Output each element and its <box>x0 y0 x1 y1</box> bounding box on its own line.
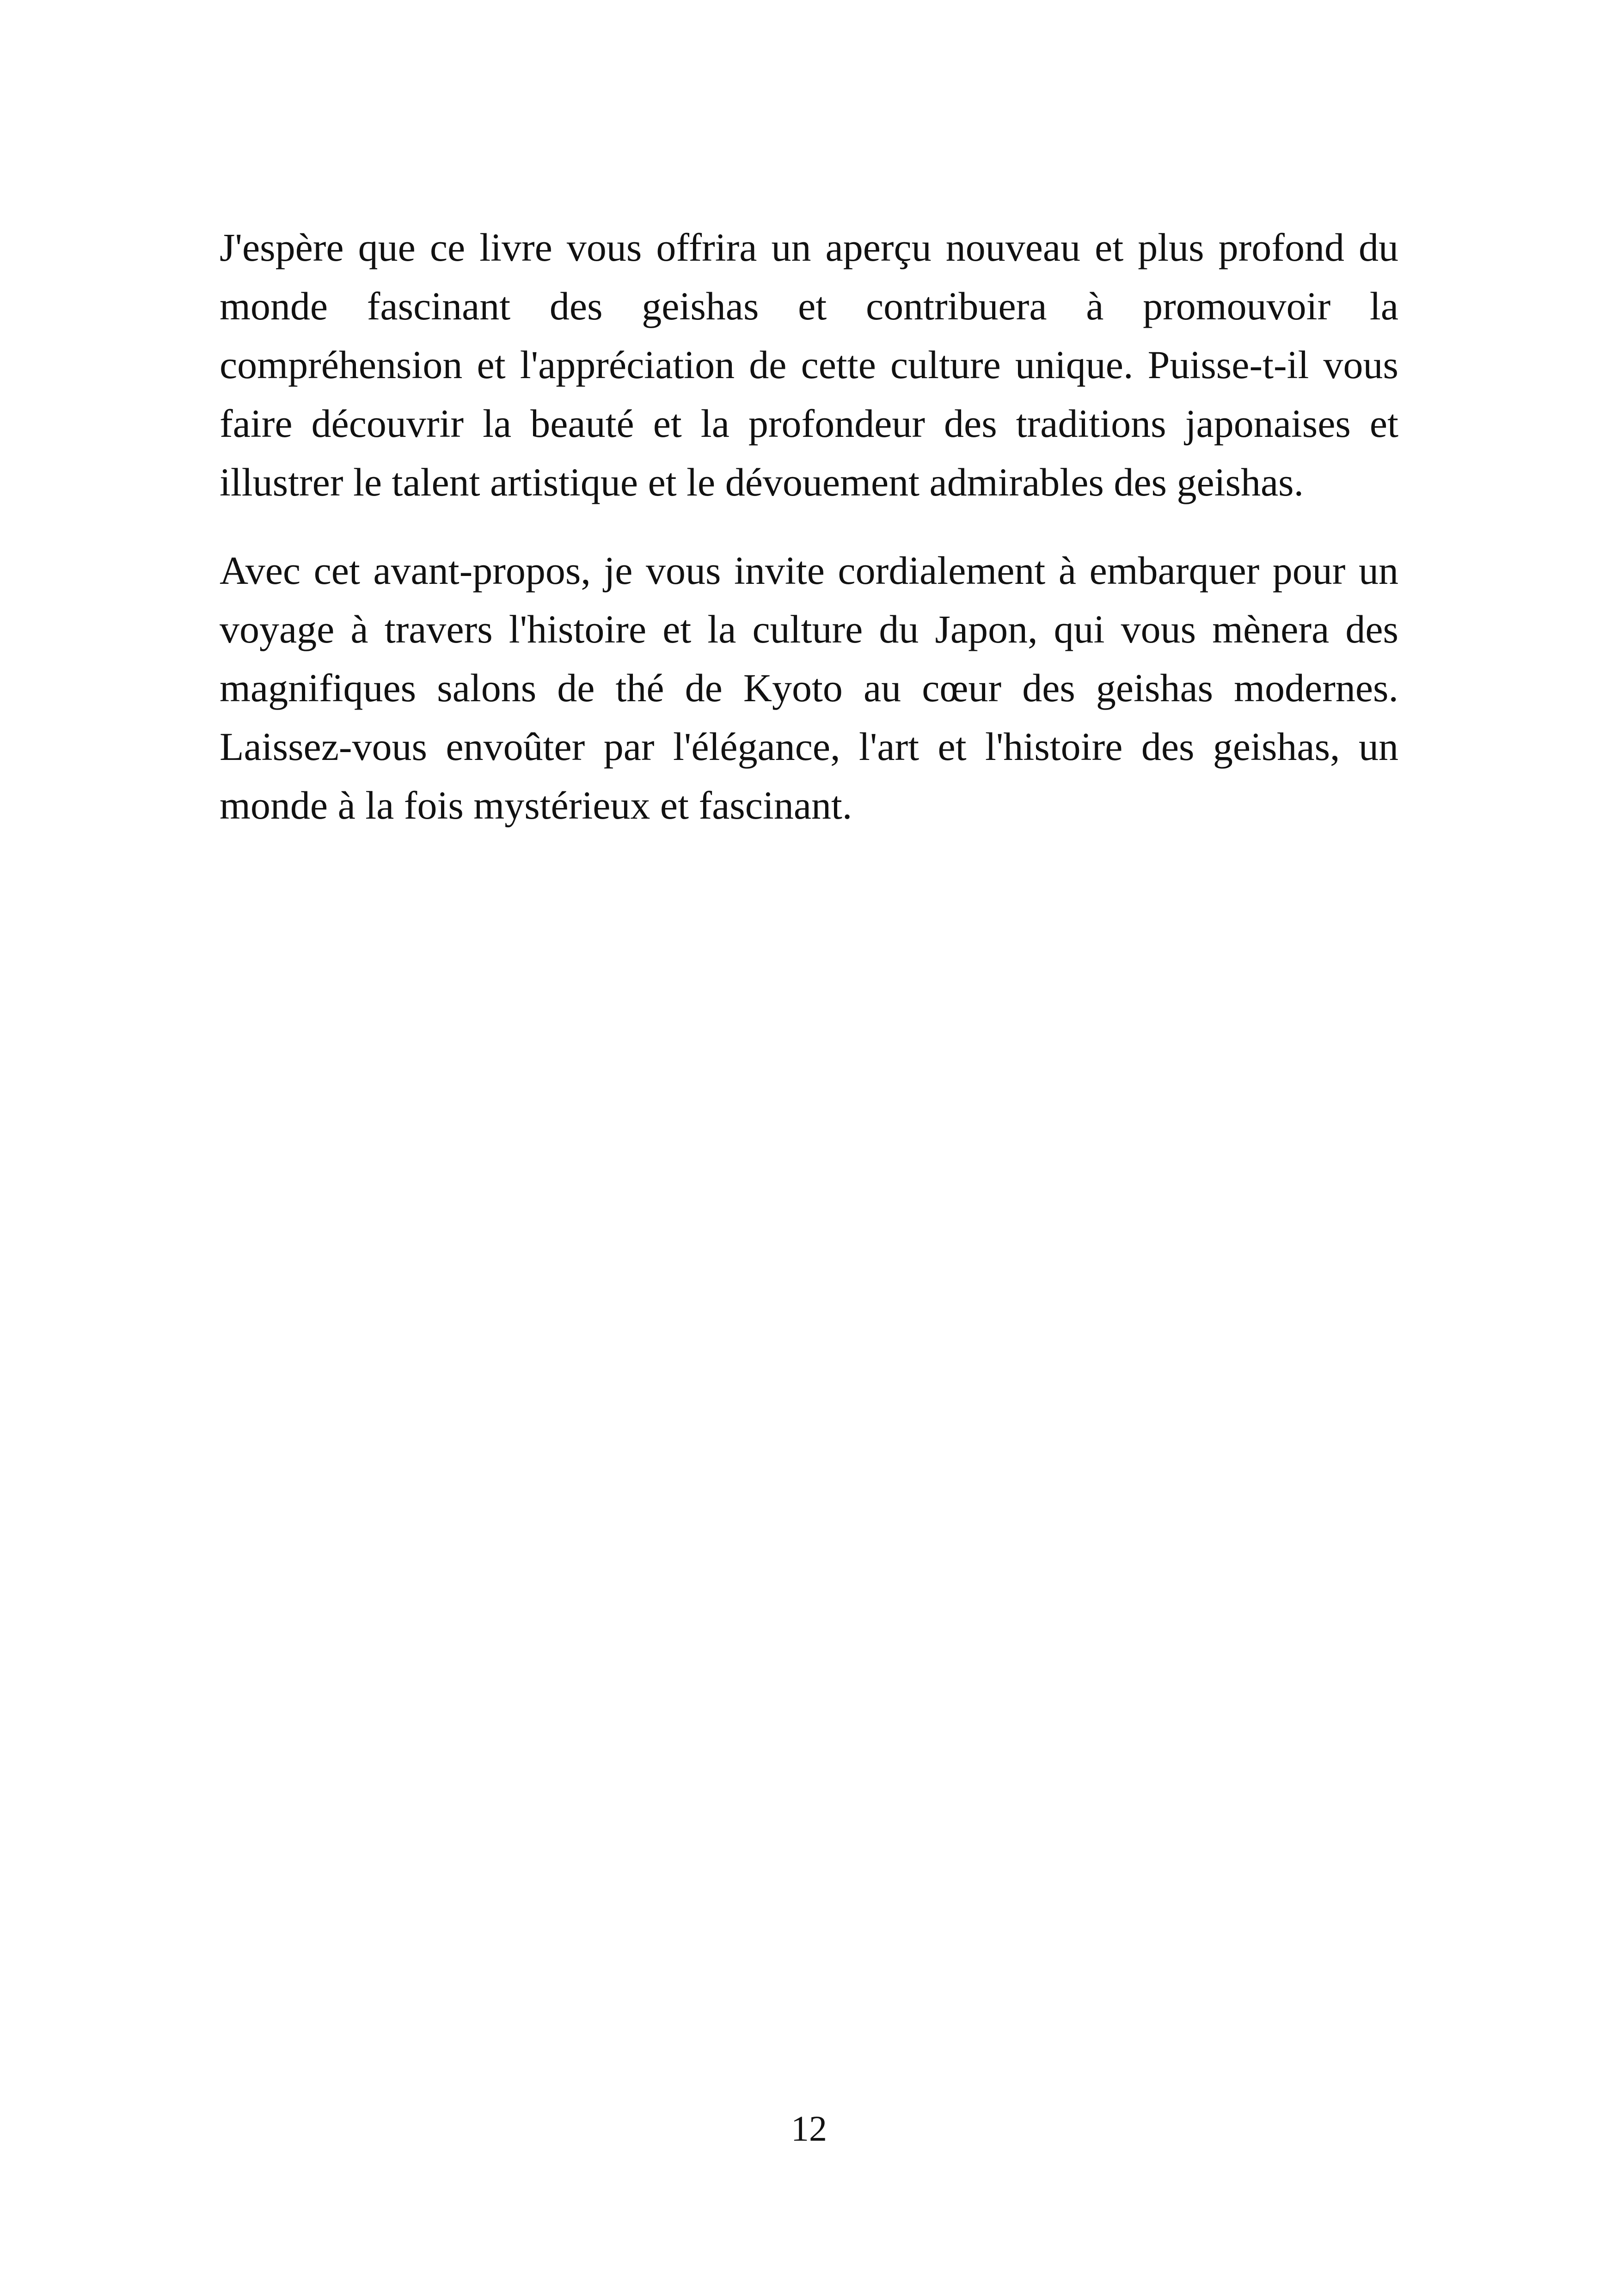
paragraph-1: J'espère que ce livre vous offrira un aperçu nouveau et plus profond du monde fascinant des geishas et contribuera à promouvoir la compréhension et l'appréciation de cette culture unique. Puisse-t-il vous faire découvrir la beauté et la profondeur des traditions japonaises et illustrer le talent artistique et le dévouement admirables des geishas. <box>220 225 1398 504</box>
page-number: 12 <box>791 2108 827 2149</box>
body-text <box>220 218 1398 835</box>
paragraph-2: Avec cet avant-propos, je vous invite cordialement à embarquer pour un voyage à travers l'histoire et la culture du Japon, qui vous mènera des magnifiques salons de thé de Kyoto au cœur des geishas modernes. Laissez-vous envoûter par l'élégance, l'art et l'histoire des geishas, un monde à la fois mystérieux et fascinant. <box>220 548 1398 827</box>
